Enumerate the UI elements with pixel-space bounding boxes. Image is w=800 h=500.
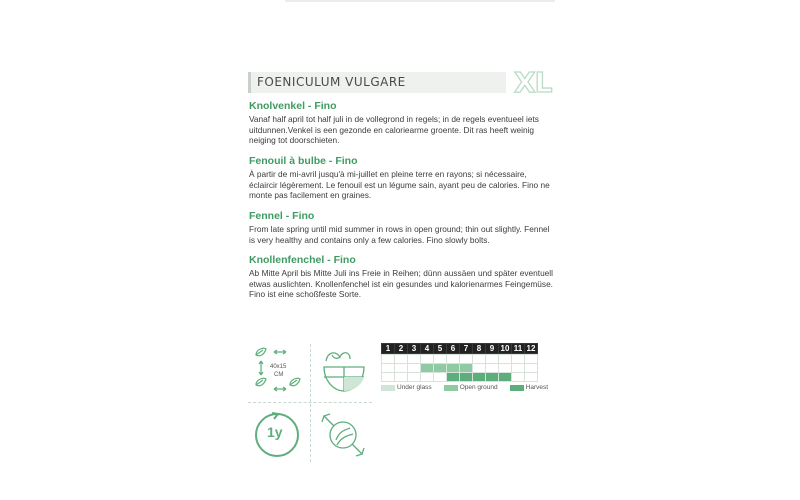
legend-swatch	[510, 385, 524, 391]
calendar-month-cell: 8	[472, 343, 486, 354]
legend-swatch	[381, 385, 395, 391]
section-heading: Knollenfenchel - Fino	[249, 254, 356, 266]
legend-label: Under glass	[397, 384, 432, 391]
calendar-month-cell: 9	[485, 343, 499, 354]
harvest-bowl-icon	[318, 345, 370, 402]
section-english	[249, 210, 553, 245]
legend-swatch	[444, 385, 458, 391]
harvest-cell	[472, 372, 486, 382]
legend-open-ground	[444, 384, 498, 391]
icon-grid-divider-horizontal	[248, 402, 372, 403]
harvest-cell	[459, 372, 473, 382]
section-heading: Knolvenkel - Fino	[249, 100, 337, 112]
section-heading: Fenouil à bulbe - Fino	[249, 155, 358, 167]
harvest-cell	[485, 372, 499, 382]
legend-under-glass	[381, 384, 432, 391]
legend-label: Open ground	[459, 384, 498, 391]
calendar-band-harvest	[381, 372, 537, 382]
harvest-cell	[381, 372, 395, 382]
calendar-month-cell: 11	[511, 343, 525, 354]
size-badge: XL	[514, 66, 552, 99]
latin-name: FOENICULUM VULGARE	[257, 75, 406, 89]
harvest-cell	[433, 372, 447, 382]
legend-harvest	[510, 384, 548, 391]
calendar-month-cell: 6	[446, 343, 460, 354]
section-text: Vanaf half april tot half juli in de vollegrond in regels; in de regels eventueel iets uitdunnen.Venkel is een gezonde en caloriearme groente. Dit ras heeft weinig neiging tot doorschieten.	[249, 114, 539, 146]
calendar-legend	[381, 384, 560, 391]
latin-name-banner	[248, 72, 506, 93]
harvest-cell	[524, 372, 538, 382]
section-german	[249, 254, 553, 300]
section-heading: Fennel - Fino	[249, 210, 315, 222]
spacing-label: 40x15	[270, 364, 287, 370]
lifecycle-label: 1y	[267, 424, 283, 440]
section-text: À partir de mi-avril jusqu'à mi-juillet en pleine terre en rayons; si nécessaire, éclaircir légèrement. Le fenouil est un légume sain, ayant peu de calories. Fino ne monte pas facilement en graines.	[249, 169, 550, 201]
calendar-month-cell: 12	[524, 343, 538, 354]
section-french	[249, 155, 553, 201]
calendar-month-cell: 5	[433, 343, 447, 354]
harvest-cell	[498, 372, 512, 382]
section-text: From late spring until mid summer in rows in open ground; thin out slightly. Fennel is very healthy and contains only a few calories. Fino slowly bolts.	[249, 224, 550, 245]
calendar-month-cell: 7	[459, 343, 473, 354]
calendar-month-cell: 3	[407, 343, 421, 354]
harvest-cell	[420, 372, 434, 382]
harvest-cell	[407, 372, 421, 382]
calendar-month-cell: 10	[498, 343, 512, 354]
seed-pellet-icon	[316, 410, 371, 465]
calendar-month-cell: 2	[394, 343, 408, 354]
harvest-cell	[446, 372, 460, 382]
harvest-cell	[511, 372, 525, 382]
harvest-cell	[394, 372, 408, 382]
legend-label: Harvest	[525, 384, 549, 391]
section-text: Ab Mitte April bis Mitte Juli ins Freie in Reihen; dünn aussäen und später eventuell etwas auslichten. Knollenfenchel ist ein gesundes und kalorienarmes Feingemüse. Fino ist eine schoßfeste Sorte.	[249, 268, 553, 300]
icon-grid-divider-vertical	[310, 344, 311, 462]
spacing-unit-label: CM	[274, 372, 284, 378]
calendar-month-row	[381, 343, 537, 354]
plant-spacing-icon	[250, 345, 305, 402]
top-divider	[285, 0, 555, 2]
annual-cycle-icon	[250, 407, 305, 467]
section-dutch	[249, 100, 553, 146]
calendar-month-cell: 4	[420, 343, 434, 354]
calendar-month-cell: 1	[381, 343, 395, 354]
